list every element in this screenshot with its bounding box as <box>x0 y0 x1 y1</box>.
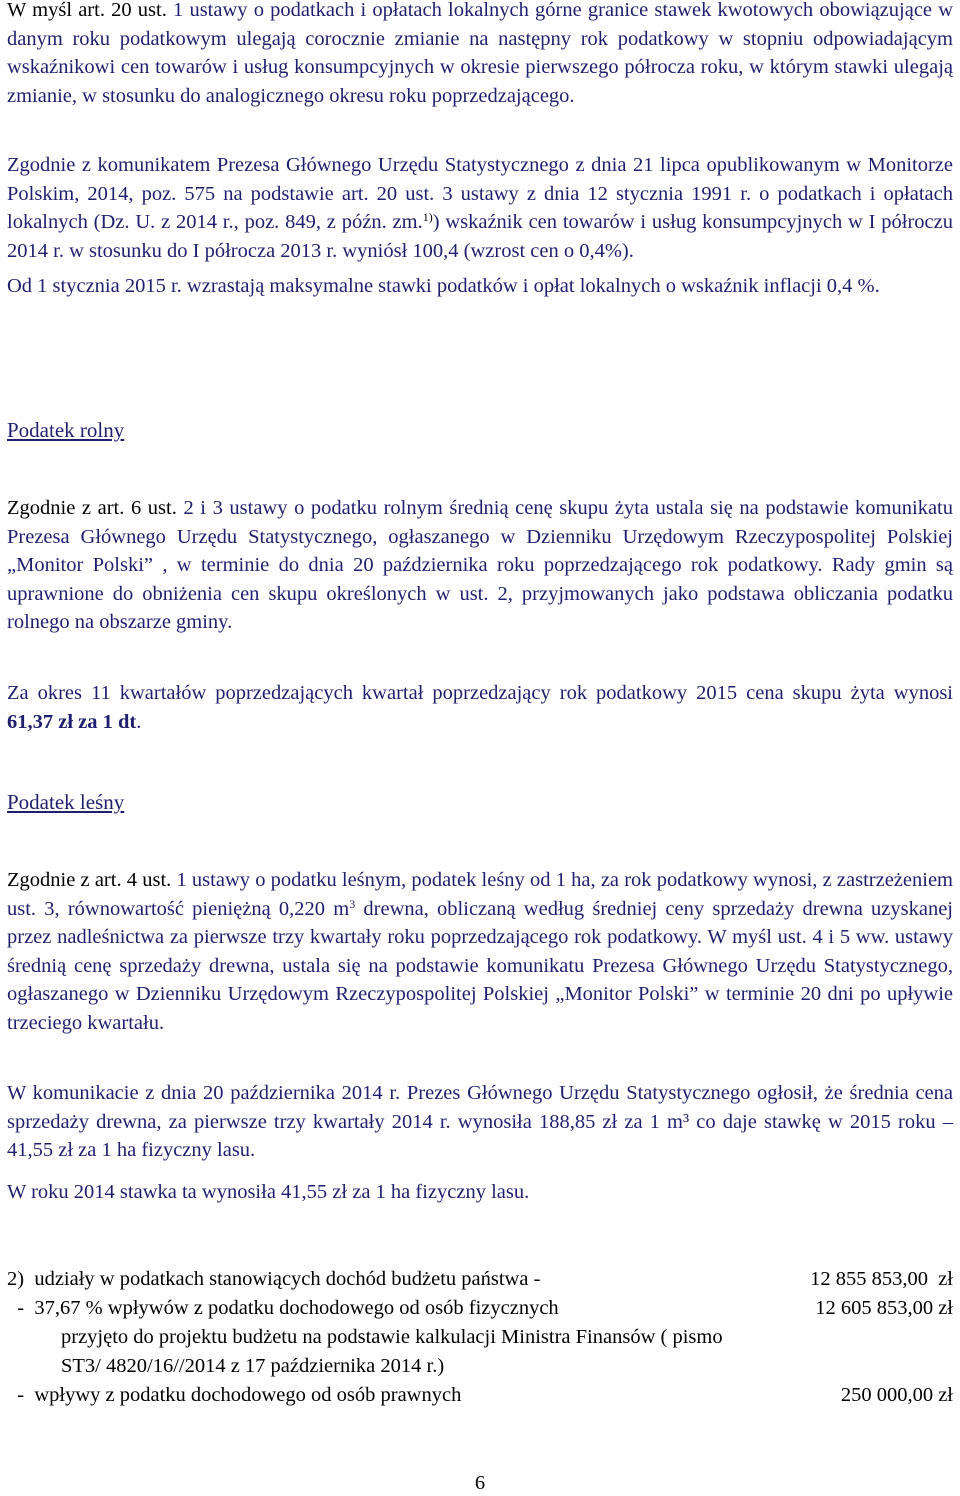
heading-podatek-rolny: Podatek rolny <box>7 418 125 442</box>
note-text: przyjęto do projektu budżetu na podstawie kalkulacji Ministra Finansów ( pismo <box>61 1326 723 1348</box>
text: 1 ustawy o podatkach i opłatach lokalnych górne granice stawek kwotowych obowiązujące w danym roku podatkowym ulegają corocznie zmianie na następny rok podatkowy w stopniu odpowiadającym wskaźnikowi cen towarów i usług konsumpcyjnych w okresie pierwszego półrocza roku, w którym stawki ulegają zmianie, w stosunku do analogicznego okresu roku poprzedzającego. <box>7 0 953 107</box>
text: Zgodnie z art. 4 ust. <box>7 869 177 891</box>
note-text: ST3/ 4820/16//2014 z 17 października 2014 r.) <box>61 1355 445 1377</box>
list-item-amount: 250 000,00 zł <box>840 1384 953 1406</box>
text: 2 i 3 ustawy o podatku rolnym średnią cenę skupu żyta ustala się na podstawie komunikatu Prezesa Głównego Urzędu Statystycznego, ogłaszanego w Dzienniku Urzędowym Rzeczypospolitej Polskiej „Monitor Polski” , w terminie do dnia 20 października roku poprzedzającego rok podatkowy. Rady gmin są uprawnione do obniżenia cen skupu określonych w ust. 2, przyjmowanych jako podstawa obliczania podatku rolnego na obszarze gminy. <box>7 497 953 634</box>
revenue-list <box>7 1265 953 1410</box>
list-item-note <box>7 1323 953 1352</box>
paragraph-lesny-law <box>7 866 953 1038</box>
list-item-note <box>7 1352 953 1381</box>
list-item <box>7 1265 953 1294</box>
page-number: 6 <box>474 1472 486 1494</box>
text: . <box>136 710 142 733</box>
list-item <box>7 1294 953 1323</box>
paragraph-rolny-law <box>7 494 953 637</box>
footnote-ref: 1) <box>422 210 433 225</box>
list-item-label: - wpływy z podatku dochodowego od osób prawnych <box>7 1384 462 1406</box>
text: ) wskaźnik cen towarów i usług konsumpcyjnych w I półroczu 2014 r. w stosunku do I półrocza 2013 r. wyniósł 100,4 (wzrost cen o 0,4%). <box>7 211 954 262</box>
paragraph-rate-increase: Od 1 stycznia 2015 r. wzrastają maksymalne stawki podatków i opłat lokalnych o wskaźnik inflacji 0,4 %. <box>7 275 880 297</box>
list-item-label: - 37,67 % wpływów z podatku dochodowego od osób fizycznych <box>7 1297 559 1319</box>
text: W myśl art. 20 ust. <box>7 0 174 21</box>
text: Zgodnie z komunikatem Prezesa Głównego Urzędu Statystycznego z dnia 21 lipca opublikowanym w Monitorze Polskim, 2014, poz. 575 na podstawie art. 20 ust. 3 ustawy z dnia 12 stycznia 1991 r. o podatkach i opłatach lokalnych (Dz. U. z 2014 r., poz. 849, z późn. zm. <box>7 154 953 234</box>
paragraph-2014-rate: W roku 2014 stawka ta wynosiła 41,55 zł za 1 ha fizyczny lasu. <box>7 1181 530 1203</box>
list-item <box>7 1381 953 1410</box>
paragraph-inflation-law <box>7 0 953 110</box>
heading-podatek-lesny: Podatek leśny <box>7 790 125 814</box>
paragraph-wood-price: W komunikacie z dnia 20 października 2014 r. Prezes Głównego Urzędu Statystycznego ogłosił, że średnia cena sprzedaży drewna, za pierwsze trzy kwartały 2014 r. wynosiła 188,85 zł za 1 m³ co daje stawkę w 2015 roku – 41,55 zł za 1 ha fizyczny lasu. <box>7 1082 953 1162</box>
list-item-amount: 12 855 853,00 zł <box>810 1268 953 1290</box>
paragraph-rye-price <box>7 679 953 736</box>
text: Za okres 11 kwartałów poprzedzających kwartał poprzedzający rok podatkowy 2015 cena skupu żyta wynosi <box>7 682 953 704</box>
paragraph-gus-communique <box>7 151 953 265</box>
list-item-label: 2) udziały w podatkach stanowiących dochód budżetu państwa - <box>7 1268 541 1290</box>
text: drewna, obliczaną według średniej ceny sprzedaży drewna uzyskanej przez nadleśnictwa za pierwsze trzy kwartały roku poprzedzającego rok podatkowy. W myśl ust. 4 i 5 ww. ustawy średnią cenę sprzedaży drewna, ustala się na podstawie komunikatu Prezesa Głównego Urzędu Statystycznego, ogłaszanego w Dzienniku Urzędowym Rzeczypospolitej Polskiej „Monitor Polski” w terminie 20 dni po upływie trzeciego kwartału. <box>7 897 953 1034</box>
superscript: 3 <box>349 896 356 911</box>
rye-price-value: 61,37 zł za 1 dt <box>7 710 137 733</box>
text: 1 ustawy o podatku leśnym, podatek leśny od 1 ha, za rok podatkowy wynosi, z zastrzeżeniem ust. 3, równowartość pieniężną 0,220 m <box>7 869 953 920</box>
text: Zgodnie z art. 6 ust. <box>7 497 184 519</box>
list-item-amount: 12 605 853,00 zł <box>815 1297 953 1319</box>
